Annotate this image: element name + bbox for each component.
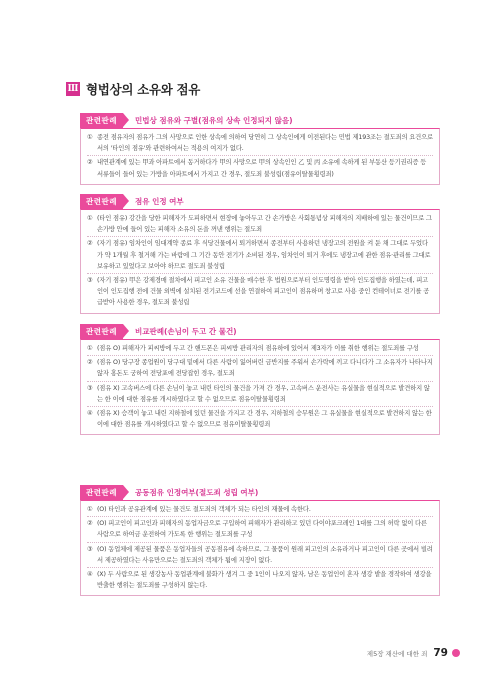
- item-text: (점유 O) 피해자가 피씨방에 두고 간 핸드폰은 피씨방 관리자의 점유하에 있어서 제3자가 이를 취한 행위는 절도죄를 구성: [97, 345, 419, 352]
- item-number: ③: [87, 384, 93, 392]
- item-number: ①: [87, 215, 93, 222]
- item-text: (점유 O) 당구장 종업원이 당구대 밑에서 다른 사람이 잃어버린 금반지를 주워서 손가락에 끼고 다니다가 그 소유자가 나타나지 않자 홍돈도 궁하여 전당포에 전당잡힌 경우, 절도죄: [97, 359, 433, 378]
- item-text: (O) 동업체에 제공된 물품은 동업자들의 공동점유에 속하므로, 그 물품이 원래 피고인의 소유라거나 피고인이 다른 곳에서 빌려서 제공하였다는 사유만으로는 절도죄의 객체가 됨에 지장이 없다.: [97, 545, 433, 564]
- item-text: (점유 X) 고속버스에 다른 손님이 놓고 내린 타인의 물건을 가져 간 경우, 고속버스 운전사는 유실물을 현실적으로 발견하지 않는 한 이에 대한 점유를 개시하였다고 할 수 없으므로 점유이탈물횡령죄: [97, 384, 430, 403]
- item-text: 종전 점유자의 점유가 그의 사망으로 인한 상속에 의하여 당연히 그 상속인에게 이전된다는 민법 제193조는 절도죄의 요건으로서의 '타인의 점유'와 관련하여서는 적용의 여지가 없다.: [97, 134, 433, 153]
- case-header: [80, 194, 440, 209]
- case-box-2: [80, 194, 440, 314]
- item-number: ①: [87, 134, 93, 141]
- item-number: ③: [87, 545, 93, 553]
- case-body: [80, 500, 440, 596]
- item-text: (O) 타인과 공유관계에 있는 물건도 절도죄의 객체가 되는 타인의 재물에 속한다.: [97, 506, 311, 513]
- case-item: [87, 343, 433, 354]
- item-text: (X) 두 사람으로 된 생강농사 동업관계에 불화가 생겨 그 중 1인이 나오지 않자, 남은 동업인이 혼자 생강 밭을 경작하여 생강을 반출한 행위는 절도죄를 구성하지 않는다.: [97, 571, 432, 590]
- case-item: [87, 213, 433, 235]
- tag-arrow-icon: [123, 324, 129, 338]
- tag-arrow-icon: [123, 113, 129, 127]
- case-title: 공동점유 인정여부(절도죄 성립 여부): [134, 488, 259, 497]
- item-text: (타인 점유) 강간을 당한 피해자가 도피하면서 현장에 놓아두고 간 손가방은 사회통념상 피해자의 지배하에 있는 물건이므로 그 손가방 안에 들어 있는 피해자 소유의 돈을 꺼낸 행위는 절도죄: [97, 215, 432, 234]
- case-header: [80, 324, 440, 339]
- roman-numeral-badge: Ⅲ: [67, 84, 79, 94]
- case-item: [87, 406, 433, 430]
- case-item: [87, 381, 433, 405]
- item-number: ①: [87, 506, 93, 513]
- item-number: ①: [87, 345, 93, 352]
- case-item: [87, 504, 433, 515]
- item-number: ②: [87, 520, 93, 528]
- case-header: [80, 485, 440, 500]
- case-box-4: [80, 485, 440, 596]
- case-box-3: [80, 324, 440, 435]
- case-item: [87, 355, 433, 379]
- item-number: ②: [87, 159, 93, 167]
- item-text: (O) 피고인이 피고인과 피해자의 동업자금으로 구입하여 피해자가 관리하고 있던 다이야포크레인 1대를 그의 허락 없이 다른 사람으로 하여금 운전하여 가도록 한 행위는 절도죄를 구성: [97, 520, 427, 539]
- item-text: (자기 점유) 甲은 강제경매 절차에서 피고인 소유 건물을 매수한 후 법원으로부터 인도명령을 받아 인도집행을 하였는데, 피고인이 인도집행 전에 건물 외벽에 설치된 전기코드에 선을 연결하여 피고인이 점유하며 창고로 사용 중인 컨테이너로 전기를 공급받아 사용한 경우, 절도죄 불성립: [97, 277, 430, 307]
- item-number: ②: [87, 359, 93, 367]
- case-item: [87, 273, 433, 309]
- case-box-1: [80, 113, 440, 185]
- case-item: [87, 236, 433, 272]
- case-tag: 관련판례: [80, 324, 123, 339]
- item-number: ④: [87, 571, 93, 579]
- chapter-label: 제5장 재산에 대한 죄: [366, 649, 428, 658]
- case-body: [80, 339, 440, 435]
- item-text: (자기 점유) 임차인이 임대계약 종료 후 식당건물에서 퇴거하면서 종전부터 사용하던 냉장고의 전원을 켜 둔 채 그대로 두었다가 약 1개월 후 철거해 가는 바람에 그 기간 동안 전기가 소비된 경우, 임차인이 퇴거 후에도 냉장고에 관한 점유·관리를 그대로 보유하고 있었다고 보아야 하므로 절도죄 불성립: [97, 240, 431, 270]
- item-number: ③: [87, 277, 93, 285]
- case-body: [80, 128, 440, 185]
- section-heading: [66, 81, 200, 97]
- case-header: [80, 113, 440, 128]
- circle-bullet-icon: [452, 649, 460, 657]
- case-title: 비교판례(손님이 두고 간 물건): [134, 327, 237, 336]
- item-number: ②: [87, 240, 93, 248]
- tag-arrow-icon: [123, 194, 129, 208]
- case-item: [87, 516, 433, 540]
- case-item: [87, 567, 433, 591]
- case-title: 민법상 점유와 구별(점유의 상속 인정되지 않음): [134, 116, 293, 125]
- item-text: (점유 X) 승객이 놓고 내린 지하철에 있던 물건을 가지고 간 경우, 지하철의 승무원은 그 유실물을 현실적으로 발견하지 않는 한 이에 대한 점유를 개시하였다고 할 수 없으므로 점유이탈물횡령죄: [97, 410, 432, 429]
- item-number: ④: [87, 410, 93, 418]
- case-item: [87, 132, 433, 154]
- section-title: 형법상의 소유와 점유: [86, 82, 201, 97]
- case-tag: 관련판례: [80, 485, 123, 500]
- tag-arrow-icon: [123, 485, 129, 499]
- case-title: 점유 인정 여부: [134, 197, 184, 206]
- page-number: 79: [433, 647, 448, 659]
- item-text: 내연관계에 있는 甲과 아파트에서 동거하다가 甲의 사망으로 甲의 상속인인 乙 및 丙 소유에 속하게 된 부동산 등기권리증 등 서류들이 들어 있는 가방을 아파트에서 가지고 간 경우, 절도죄 불성립(점유이탈물횡령죄): [97, 159, 427, 178]
- case-body: [80, 209, 440, 314]
- case-item: [87, 155, 433, 179]
- page-footer: [340, 647, 460, 659]
- case-tag: 관련판례: [80, 194, 123, 209]
- case-tag: 관련판례: [80, 113, 123, 128]
- case-item: [87, 542, 433, 566]
